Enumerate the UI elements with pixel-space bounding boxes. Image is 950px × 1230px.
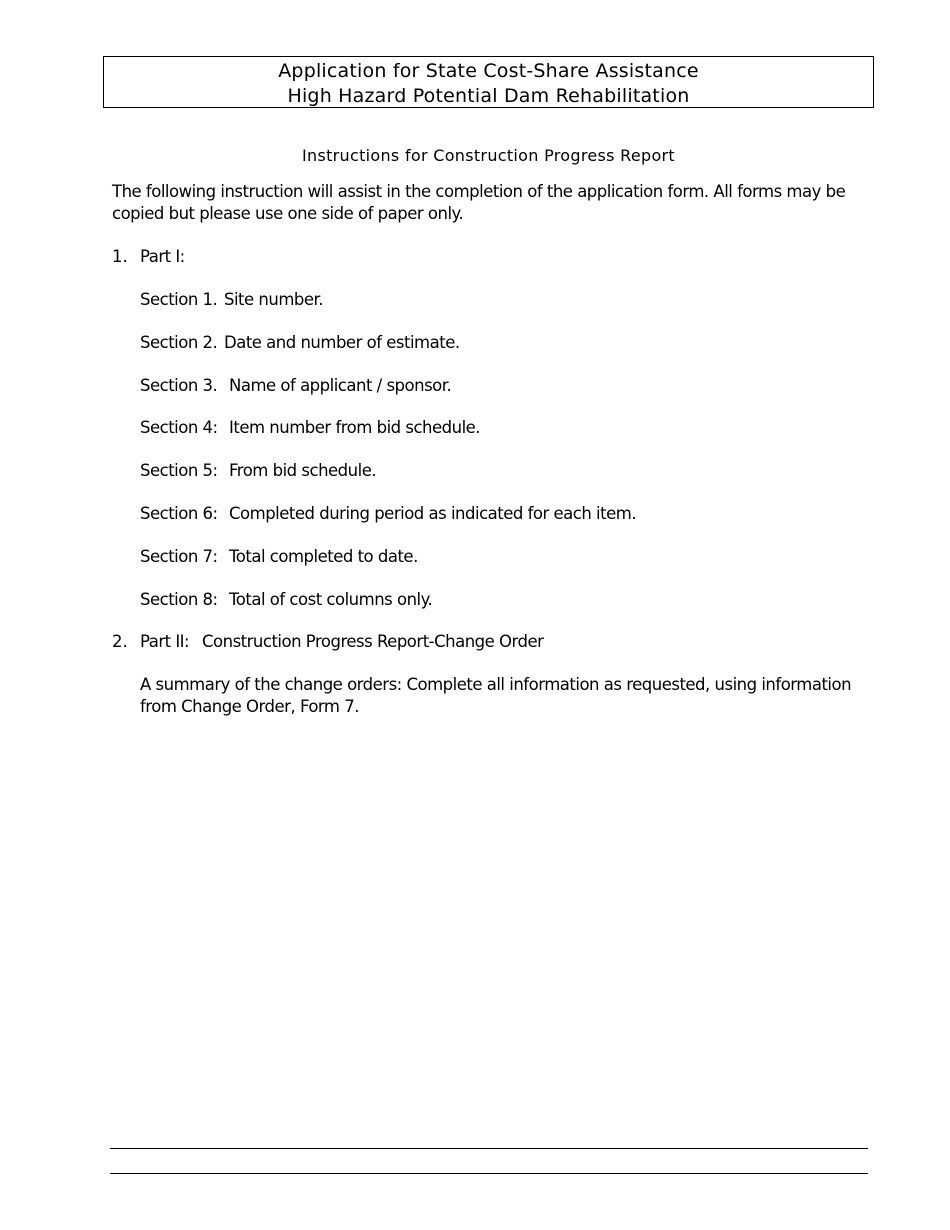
footer-rule-bottom: [110, 1173, 868, 1174]
intro-paragraph: The following instruction will assist in the completion of the application form. All forms may be copied but please use one side of paper only.: [112, 182, 846, 223]
footer-rule-top: [110, 1148, 868, 1149]
section-label: Section 5:: [140, 461, 218, 480]
section-description: Total completed to date.: [229, 547, 418, 566]
part1-number: 1.: [112, 247, 128, 266]
section-description: From bid schedule.: [229, 461, 377, 480]
part1-title: Part I:: [140, 247, 185, 266]
section-description: Name of applicant / sponsor.: [229, 376, 452, 395]
section-description: Date and number of estimate.: [224, 333, 460, 352]
section-label: Section 3.: [140, 376, 218, 395]
section-description: Site number.: [224, 290, 324, 309]
part2-title: Part II:: [140, 632, 190, 651]
form-title-line-2: High Hazard Potential Dam Rehabilitation: [287, 85, 690, 107]
section-description: Total of cost columns only.: [229, 590, 433, 609]
section-description: Completed during period as indicated for each item.: [229, 504, 637, 523]
section-label: Section 2.: [140, 333, 218, 352]
part2-number: 2.: [112, 632, 128, 651]
section-description: Item number from bid schedule.: [229, 418, 481, 437]
section-label: Section 1.: [140, 290, 218, 309]
section-label: Section 4:: [140, 418, 218, 437]
part2-subtitle: Construction Progress Report-Change Order: [202, 632, 544, 651]
section-label: Section 8:: [140, 590, 218, 609]
form-title-box: [103, 56, 874, 108]
form-title-line-1: Application for State Cost-Share Assistance: [278, 60, 699, 82]
instructions-heading: Instructions for Construction Progress Report: [301, 146, 675, 165]
change-order-summary: A summary of the change orders: Complete all information as requested, using information from Change Order, Form 7.: [140, 675, 852, 716]
section-label: Section 6:: [140, 504, 218, 523]
section-label: Section 7:: [140, 547, 218, 566]
